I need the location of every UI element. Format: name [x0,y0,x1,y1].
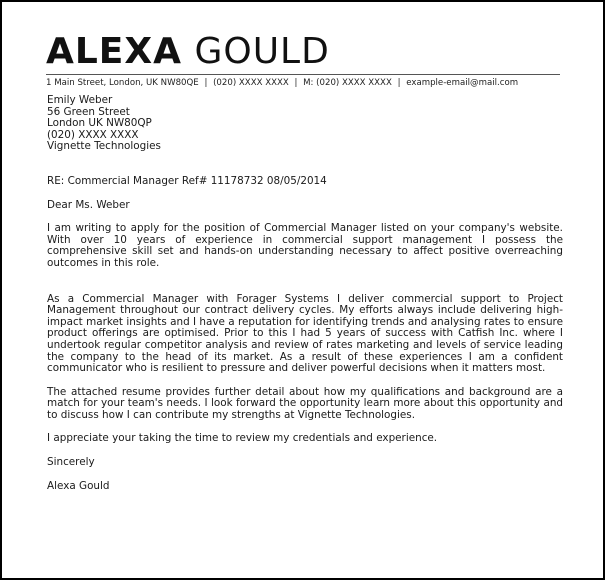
reference-line: RE: Commercial Manager Ref# 11178732 08/05/2014 [47,174,327,187]
sender-email: example-email@mail.com [406,78,519,88]
contact-line [46,77,560,89]
closing: Sincerely [47,456,95,469]
recipient-phone: (020) XXXX XXXX [47,128,139,141]
letter-body [47,95,563,492]
sender-last-name: GOULD [194,31,330,72]
paragraph-thanks: I appreciate your taking the time to review my credentials and experience. [47,432,438,445]
recipient-city: London UK NW80QP [47,117,152,130]
recipient-name: Emily Weber [47,94,113,106]
recipient-street: 56 Green Street [47,105,130,118]
paragraph-resume: The attached resume provides further detail about how my qualifications and background are a match for your team's needs. I look forward the opportunity learn more about this opportunity and to discuss how I can contribute my strengths at Vignette Technologies. [47,385,563,421]
paragraph-experience: As a Commercial Manager with Forager Systems I deliver commercial support to Project Management throughout our contract delivery cycles. My efforts always include delivering high-impact market insights and I have a reputation for identifying trends and analysing rates to ensure product offerings are optimised. Prior to this I had 5 years of success with Catfish Inc. where I undertook regular competitor analysis and review of rates marketing and levels of service leading the company to the head of its market. As a result of these experiences I am a confident communicator who is resilient to pressure and deliver powerful decisions when it matters most. [47,292,563,375]
sender-name [46,32,560,72]
signature-name: Alexa Gould [47,479,110,492]
letterhead-divider [46,74,560,75]
salutation: Dear Ms. Weber [47,198,130,211]
sender-first-name: ALEXA [46,31,183,72]
sender-mobile: M: (020) XXXX XXXX [303,78,392,88]
contact-separator: | [294,78,298,88]
letterhead [46,32,560,89]
recipient-company: Vignette Technologies [47,140,161,153]
contact-separator: | [397,78,401,88]
sender-address: 1 Main Street, London, UK NW80QE [46,78,199,88]
paragraph-intro: I am writing to apply for the position of Commercial Manager listed on your company's website. With over 10 years of experience in commercial support management I possess the comprehensive skill set and hands-on understanding necessary to affect positive overreaching outcomes in this role. [47,222,563,269]
sender-phone: (020) XXXX XXXX [213,78,289,88]
contact-separator: | [204,78,208,88]
recipient-block [47,95,563,153]
